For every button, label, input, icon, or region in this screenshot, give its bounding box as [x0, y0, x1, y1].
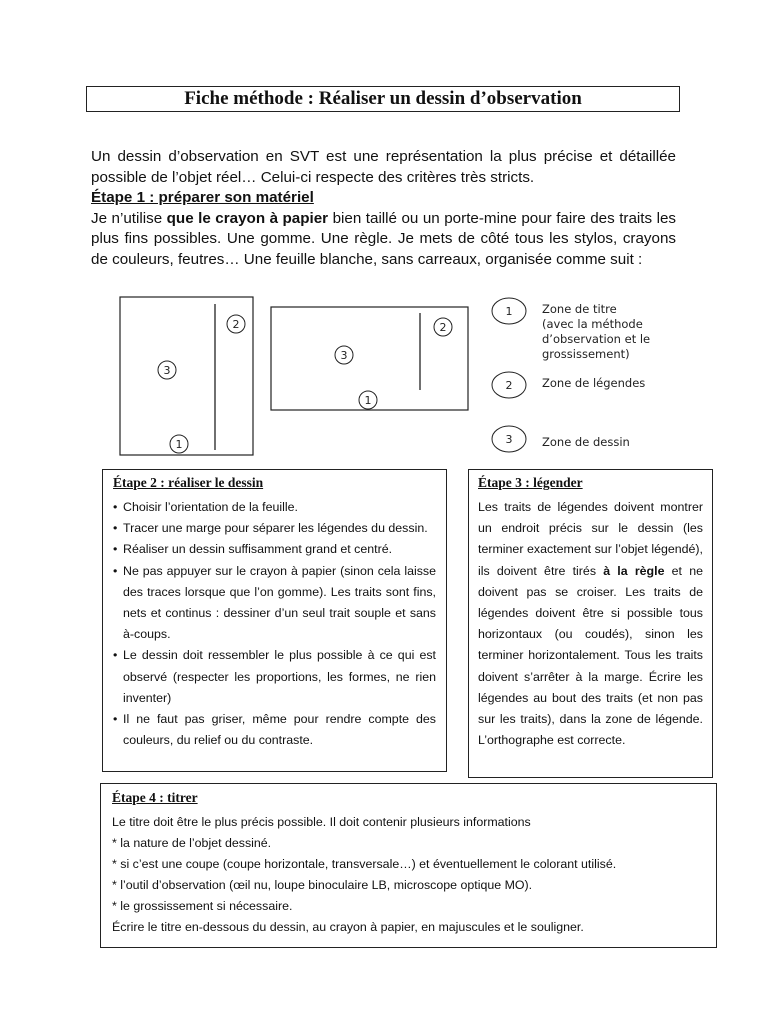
legend-1-line-2: (avec la méthode	[542, 317, 643, 331]
portrait-zone-3-number: 3	[163, 364, 171, 377]
zone-legend	[492, 298, 650, 452]
step2-item: • Réaliser un dessin suffisamment grand et centré.	[113, 539, 436, 560]
step2-list	[113, 497, 436, 751]
step2-item: • Choisir l’orientation de la feuille.	[113, 497, 436, 518]
step1-title: Étape 1 : préparer son matériel	[91, 189, 314, 206]
step1-text-b: bien taillé ou un porte-mine pour faire des traits les plus fins possibles. Une gomme. Une règle. Je mets de côté tous les stylos, crayons de couleurs, feutres… Une feuille blanche, sans carreaux, organisée comme suit :	[91, 209, 676, 268]
step1-text-a: Je n’utilise	[91, 209, 167, 227]
step2-item: • Il ne faut pas griser, même pour rendre compte des couleurs, du relief ou du contraste.	[113, 709, 436, 751]
portrait-zone-2-number: 2	[232, 318, 240, 331]
step3-text-a: Les traits de légendes doivent montrer un endroit précis sur le dessin (les terminer exactement sur l’objet légendé), ils doivent être tirés	[478, 500, 703, 578]
step3-box	[468, 469, 713, 778]
step4-line: * si c’est une coupe (coupe horizontale, transversale…) et éventuellement le colorant utilisé.	[112, 857, 617, 871]
step1-text-bold: que le crayon à papier	[166, 209, 329, 227]
step2-item: • Le dessin doit ressembler le plus possible à ce qui est observé (respecter les proportions, les formes, ne rien inventer)	[113, 645, 436, 709]
legend-1-line-3: d’observation et le	[542, 332, 651, 346]
landscape-zone-3-number: 3	[340, 349, 348, 362]
portrait-sheet	[120, 297, 253, 455]
landscape-sheet	[271, 307, 468, 410]
step4-line: * la nature de l’objet dessiné.	[112, 836, 272, 850]
step4-line: Écrire le titre en-dessous du dessin, au crayon à papier, en majuscules et le souligner.	[112, 920, 584, 934]
step4-box	[100, 783, 717, 948]
step4-line: * l’outil d’observation (œil nu, loupe binoculaire LB, microscope optique MO).	[112, 878, 533, 892]
intro-paragraph: Un dessin d’observation en SVT est une représentation la plus précise et détaillée possible de l’objet réel… Celui-ci respecte des critères très stricts.	[91, 148, 676, 186]
step3-text-b: et ne doivent pas se croiser. Les traits de légendes doivent être si possible tous horizontaux (ou coudés), sinon les terminer horizontalement. Tous les traits doivent s’arrêter à la marge. Écrire les légendes au bout des traits (et non pas sur les traits), dans la zone de légende. L’orthographe est correcte.	[478, 563, 703, 748]
step1-text	[91, 209, 676, 271]
step2-box	[102, 469, 447, 772]
page-title: Fiche méthode : Réaliser un dessin d’observation	[86, 86, 680, 112]
landscape-zone-1-number: 1	[364, 394, 372, 407]
legend-3-number: 3	[505, 433, 513, 446]
step3-text	[478, 497, 703, 751]
step4-line: * le grossissement si nécessaire.	[112, 899, 293, 913]
step2-item: • Ne pas appuyer sur le crayon à papier (sinon cela laisse des traces lorsque que l’on gomme). Les traits sont fins, nets et continus : dessiner d’un seul trait souple et sans à-coups.	[113, 561, 436, 646]
legend-1-line-1: Zone de titre	[542, 302, 617, 316]
step4-title: Étape 4 : titrer	[112, 790, 198, 805]
step3-title: Étape 3 : légender	[478, 475, 583, 490]
legend-3-line-1: Zone de dessin	[542, 435, 630, 449]
step3-text-bold: à la règle	[603, 563, 665, 578]
landscape-zone-2-number: 2	[439, 321, 447, 334]
intro-section	[91, 147, 676, 270]
legend-2-line-1: Zone de légendes	[542, 376, 646, 390]
legend-1-line-4: grossissement)	[542, 347, 630, 361]
step2-title: Étape 2 : réaliser le dessin	[113, 475, 264, 490]
step2-item: • Tracer une marge pour séparer les légendes du dessin.	[113, 518, 436, 539]
legend-2-number: 2	[505, 379, 513, 392]
portrait-zone-1-number: 1	[175, 438, 183, 451]
legend-1-number: 1	[505, 305, 513, 318]
step4-line: Le titre doit être le plus précis possible. Il doit contenir plusieurs informations	[112, 815, 531, 829]
